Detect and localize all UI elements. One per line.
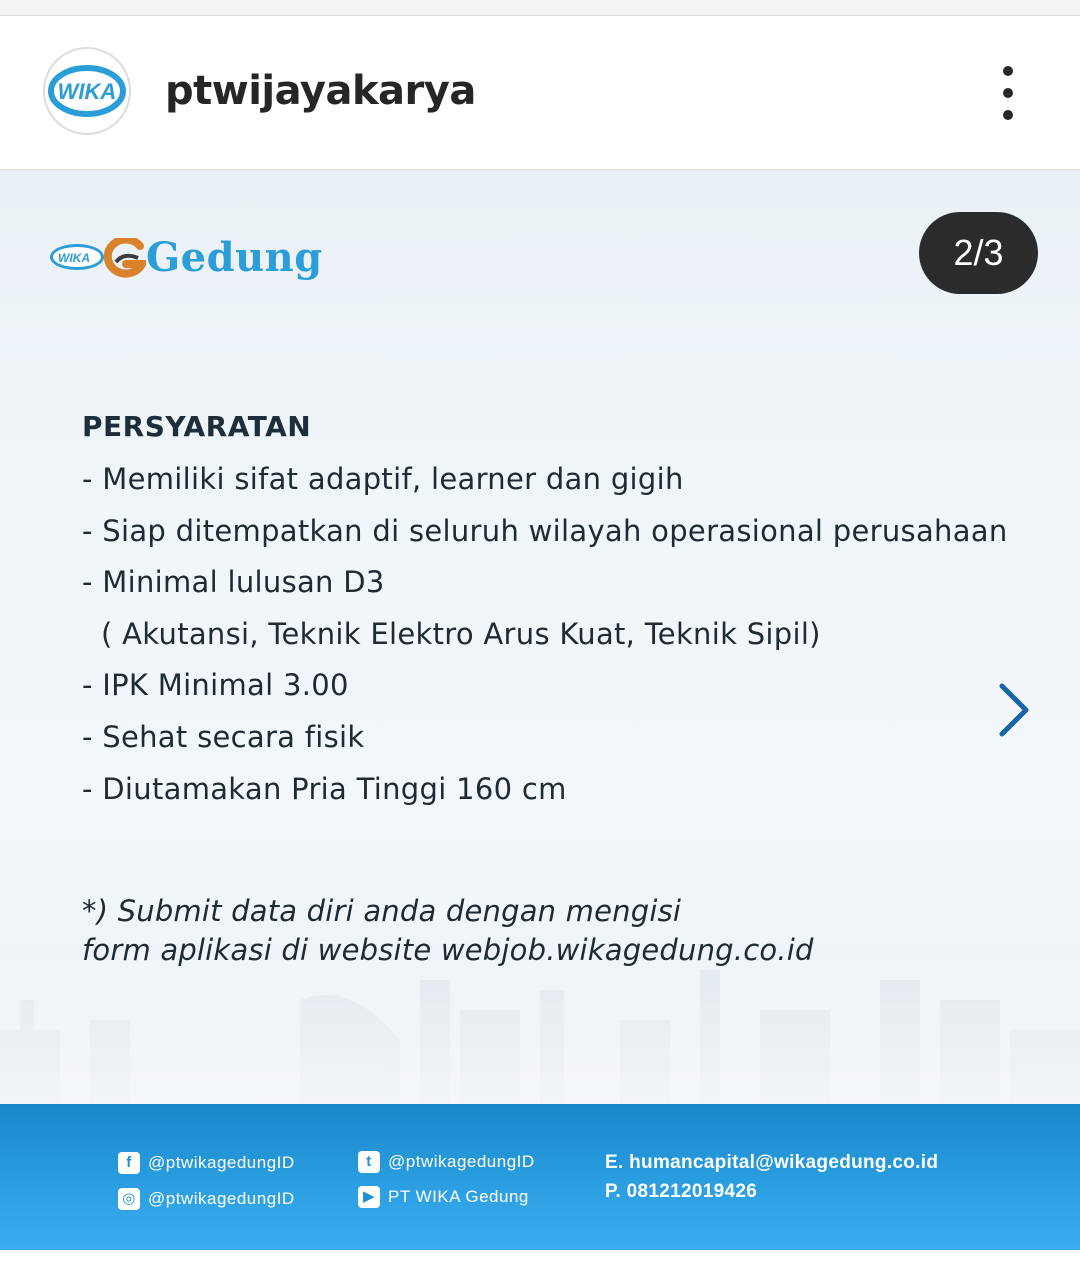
wika-badge — [50, 244, 104, 270]
facebook-handle — [118, 1152, 295, 1174]
more-options-button[interactable] — [990, 66, 1026, 120]
svg-text:WIKA: WIKA — [57, 79, 117, 104]
youtube-text: PT WIKA Gedung — [388, 1187, 529, 1206]
list-item: - Diutamakan Pria Tinggi 160 cm — [82, 771, 567, 806]
section-heading: PERSYARATAN — [82, 410, 312, 443]
youtube-icon: ▶ — [358, 1186, 380, 1208]
more-dot — [1003, 88, 1013, 98]
more-vertical-icon — [1003, 66, 1013, 76]
note-line: form aplikasi di website webjob.wikagedung.co.id — [82, 933, 814, 967]
contact-phone: P. 081212019426 — [605, 1181, 758, 1202]
gedung-g-icon — [102, 238, 146, 278]
youtube-handle — [358, 1186, 529, 1208]
city-skyline-illustration — [0, 960, 1080, 1110]
list-item: - IPK Minimal 3.00 — [82, 668, 349, 703]
facebook-icon: f — [118, 1152, 140, 1174]
profile-avatar[interactable] — [43, 47, 131, 135]
twitter-icon: t — [358, 1151, 380, 1173]
status-strip — [0, 0, 1080, 16]
profile-username[interactable]: ptwijayakarya — [165, 68, 476, 114]
note-line: *) Submit data diri anda dengan mengisi — [82, 894, 682, 928]
requirements-section — [82, 410, 1042, 815]
post-image[interactable] — [0, 170, 1080, 1250]
twitter-text: @ptwikagedungID — [388, 1152, 535, 1171]
post-header — [0, 16, 1080, 170]
list-item: - Siap ditempatkan di seluruh wilayah operasional perusahaan — [82, 513, 1008, 548]
instagram-icon: ◎ — [118, 1188, 140, 1210]
wika-logo-icon — [45, 49, 129, 133]
more-dot — [1003, 110, 1013, 120]
instagram-handle — [118, 1188, 295, 1210]
submission-note — [82, 892, 814, 970]
list-item: - Sehat secara fisik — [82, 719, 365, 754]
chevron-right-icon[interactable] — [994, 682, 1034, 738]
instagram-text: @ptwikagedungID — [148, 1189, 295, 1208]
wika-badge-text: WIKA — [58, 251, 90, 265]
page-indicator-badge: 2/3 — [919, 212, 1038, 294]
twitter-handle — [358, 1151, 535, 1173]
requirements-list — [82, 454, 1042, 815]
list-item: - Minimal lulusan D3 — [82, 565, 385, 600]
contact-email: E. humancapital@wikagedung.co.id — [605, 1152, 939, 1173]
brand-name: Gedung — [146, 234, 323, 281]
list-item: ( Akutansi, Teknik Elektro Arus Kuat, Teknik Sipil) — [82, 616, 821, 651]
facebook-text: @ptwikagedungID — [148, 1153, 295, 1172]
list-item: - Memiliki sifat adaptif, learner dan gigih — [82, 462, 684, 496]
contact-footer — [0, 1104, 1080, 1250]
